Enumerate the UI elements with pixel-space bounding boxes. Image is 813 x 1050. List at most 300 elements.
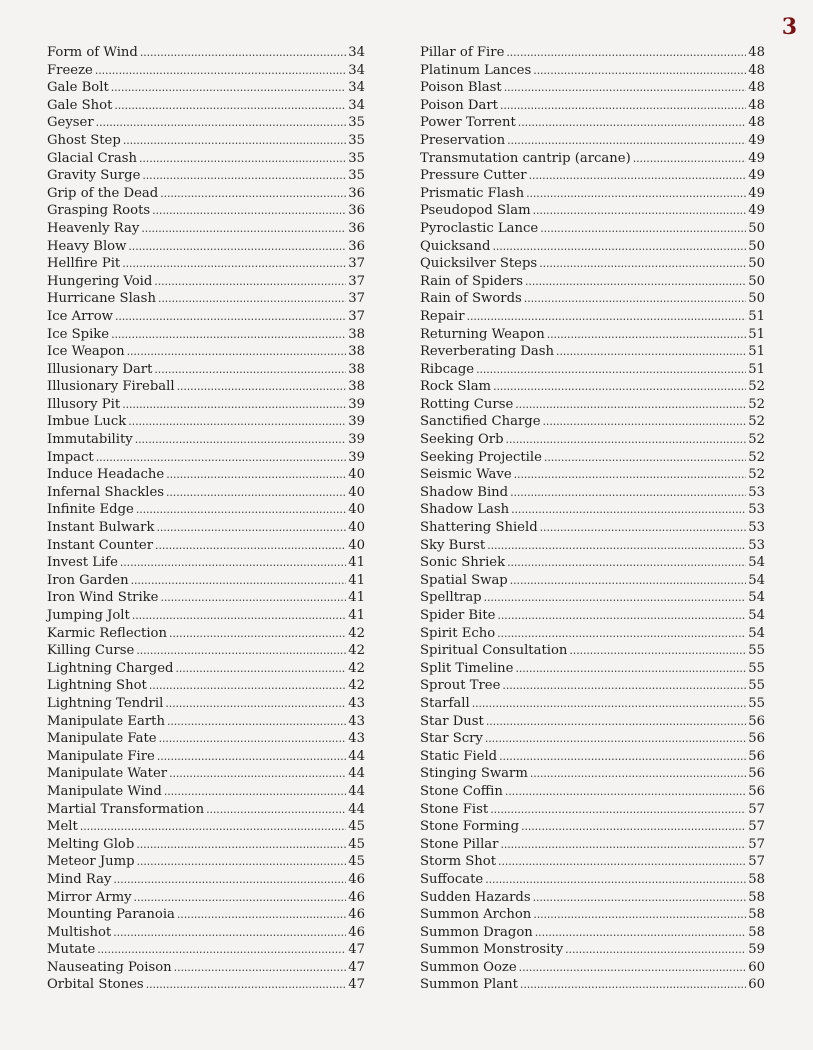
toc-entry-title: Suffocate: [420, 871, 484, 887]
toc-entry-page: 43: [348, 713, 365, 729]
toc-entry[interactable]: [47, 765, 365, 783]
toc-entry[interactable]: [420, 783, 765, 801]
toc-entry-title: Quicksand: [420, 238, 491, 254]
toc-entry-title: Grip of the Dead: [47, 185, 159, 201]
toc-entry-page: 34: [348, 62, 365, 78]
toc-entry-page: 35: [348, 168, 365, 184]
toc-entry[interactable]: [420, 62, 765, 80]
toc-entry[interactable]: [420, 713, 765, 731]
toc-entry-page: 54: [748, 625, 765, 641]
toc-entry-title: Rock Slam: [420, 379, 492, 395]
toc-entry-page: 57: [748, 854, 765, 870]
toc-entry[interactable]: [47, 589, 365, 607]
toc-entry[interactable]: [420, 924, 765, 942]
toc-entry[interactable]: [420, 466, 765, 484]
toc-entry[interactable]: [47, 730, 365, 748]
toc-leader-dots: [111, 79, 346, 97]
toc-entry-title: Power Torrent: [420, 115, 516, 131]
toc-entry[interactable]: [420, 396, 765, 414]
toc-entry-page: 55: [748, 678, 765, 694]
toc-leader-dots: [502, 677, 746, 695]
toc-leader-dots: [122, 396, 346, 414]
toc-entry-page: 47: [348, 977, 365, 993]
toc-entry-title: Manipulate Wind: [47, 783, 162, 799]
toc-entry[interactable]: [47, 519, 365, 537]
toc-entry-page: 53: [748, 537, 765, 553]
toc-entry[interactable]: [47, 783, 365, 801]
toc-entry-page: 34: [348, 45, 365, 60]
toc-entry-page: 52: [748, 449, 765, 465]
toc-entry[interactable]: [47, 959, 365, 977]
toc-leader-dots: [529, 167, 747, 185]
toc-entry-page: 46: [348, 871, 365, 887]
toc-leader-dots: [543, 413, 747, 431]
toc-leader-dots: [155, 537, 346, 555]
toc-leader-dots: [521, 818, 746, 836]
toc-leader-dots: [176, 660, 347, 678]
toc-entry-title: Spider Bite: [420, 608, 496, 623]
toc-entry-title: Jumping Jolt: [47, 608, 130, 623]
toc-entry[interactable]: [420, 537, 765, 555]
toc-entry-title: Summon Ooze: [420, 959, 517, 975]
toc-entry[interactable]: [420, 308, 765, 326]
toc-entry-page: 37: [348, 308, 365, 324]
toc-entry-title: Heavenly Ray: [47, 220, 140, 236]
toc-entry[interactable]: [47, 431, 365, 449]
toc-leader-dots: [510, 484, 746, 502]
toc-entry[interactable]: [420, 255, 765, 273]
toc-entry-page: 40: [348, 467, 365, 483]
toc-entry[interactable]: [420, 748, 765, 766]
toc-entry-title: Infinite Edge: [47, 502, 134, 518]
toc-entry-page: 57: [748, 836, 765, 852]
toc-entry[interactable]: [420, 220, 765, 238]
toc-entry-title: Instant Bulwark: [47, 520, 155, 536]
toc-leader-dots: [169, 765, 346, 783]
toc-entry-page: 48: [748, 115, 765, 131]
toc-entry-title: Manipulate Fate: [47, 731, 157, 747]
toc-entry-page: 49: [748, 132, 765, 148]
toc-entry-title: Pseudopod Slam: [420, 203, 531, 219]
toc-entry-page: 40: [348, 520, 365, 536]
toc-leader-dots: [530, 765, 746, 783]
toc-entry[interactable]: [47, 713, 365, 731]
toc-leader-dots: [525, 273, 746, 291]
toc-entry[interactable]: [47, 150, 365, 168]
toc-entry-title: Star Dust: [420, 713, 484, 729]
toc-leader-dots: [206, 801, 346, 819]
toc-entry-page: 51: [748, 308, 765, 324]
toc-entry-title: Ice Spike: [47, 326, 110, 342]
toc-entry[interactable]: [420, 959, 765, 977]
toc-entry[interactable]: [420, 378, 765, 396]
toc-entry[interactable]: [47, 185, 365, 203]
toc-entry-page: 44: [348, 748, 365, 764]
toc-leader-dots: [547, 326, 747, 344]
toc-entry[interactable]: [420, 818, 765, 836]
toc-entry[interactable]: [47, 238, 365, 256]
toc-entry-page: 42: [348, 678, 365, 694]
toc-entry-page: 53: [748, 502, 765, 518]
toc-left-column: [47, 44, 365, 994]
toc-entry-title: Freeze: [47, 62, 93, 78]
toc-leader-dots: [500, 836, 746, 854]
toc-entry[interactable]: [47, 114, 365, 132]
toc-entry[interactable]: [47, 871, 365, 889]
toc-entry-page: 50: [748, 273, 765, 289]
toc-leader-dots: [80, 818, 346, 836]
toc-entry[interactable]: [47, 449, 365, 467]
toc-entry[interactable]: [420, 343, 765, 361]
toc-entry[interactable]: [47, 625, 365, 643]
toc-entry[interactable]: [420, 114, 765, 132]
toc-entry-page: 44: [348, 766, 365, 782]
toc-entry[interactable]: [420, 185, 765, 203]
toc-leader-dots: [96, 114, 347, 132]
toc-entry[interactable]: [47, 273, 365, 291]
toc-leader-dots: [139, 150, 346, 168]
toc-entry[interactable]: [420, 889, 765, 907]
toc-entry-title: Rotting Curse: [420, 396, 514, 412]
toc-entry-title: Meteor Jump: [47, 854, 135, 870]
toc-entry-title: Transmutation cantrip (arcane): [420, 150, 631, 166]
toc-entry[interactable]: [47, 378, 365, 396]
toc-entry-page: 52: [748, 379, 765, 395]
toc-entry[interactable]: [47, 660, 365, 678]
toc-entry-title: Manipulate Water: [47, 766, 168, 782]
toc-entry-page: 53: [748, 520, 765, 536]
toc-leader-dots: [146, 976, 347, 994]
toc-entry[interactable]: [47, 361, 365, 379]
toc-entry-page: 49: [748, 185, 765, 201]
toc-entry-page: 40: [348, 484, 365, 500]
toc-entry-page: 50: [748, 256, 765, 272]
toc-entry-title: Glacial Crash: [47, 150, 138, 166]
toc-entry-title: Manipulate Fire: [47, 748, 155, 764]
toc-entry[interactable]: [47, 801, 365, 819]
toc-leader-dots: [519, 959, 747, 977]
toc-entry-title: Poison Dart: [420, 97, 498, 113]
toc-leader-dots: [492, 238, 746, 256]
toc-entry[interactable]: [420, 695, 765, 713]
toc-entry[interactable]: [420, 97, 765, 115]
toc-entry-title: Shattering Shield: [420, 520, 538, 536]
toc-entry[interactable]: [47, 642, 365, 660]
toc-entry-page: 36: [348, 238, 365, 254]
toc-entry[interactable]: [420, 361, 765, 379]
toc-entry[interactable]: [47, 572, 365, 590]
toc-entry[interactable]: [420, 132, 765, 150]
toc-entry[interactable]: [420, 853, 765, 871]
toc-entry-page: 37: [348, 273, 365, 289]
toc-entry[interactable]: [420, 801, 765, 819]
toc-entry-page: 49: [748, 150, 765, 166]
toc-entry[interactable]: [47, 484, 365, 502]
toc-entry-page: 56: [748, 766, 765, 782]
toc-entry-page: 56: [748, 713, 765, 729]
toc-entry[interactable]: [420, 150, 765, 168]
toc-leader-dots: [158, 290, 346, 308]
toc-entry-title: Stone Pillar: [420, 836, 499, 852]
toc-entry[interactable]: [47, 413, 365, 431]
toc-entry-page: 38: [348, 344, 365, 360]
toc-entry-page: 41: [348, 555, 365, 571]
toc-entry-page: 45: [348, 819, 365, 835]
toc-entry-page: 51: [748, 326, 765, 342]
toc-entry-title: Iron Garden: [47, 572, 129, 588]
toc-leader-dots: [556, 343, 746, 361]
toc-leader-dots: [156, 519, 346, 537]
toc-leader-dots: [177, 906, 346, 924]
toc-entry-page: 41: [348, 590, 365, 606]
toc-entry-page: 46: [348, 907, 365, 923]
toc-entry-title: Spatial Swap: [420, 572, 508, 588]
toc-entry[interactable]: [420, 326, 765, 344]
toc-leader-dots: [96, 449, 347, 467]
toc-entry-page: 47: [348, 942, 365, 958]
toc-entry-title: Summon Dragon: [420, 924, 533, 940]
toc-entry[interactable]: [47, 677, 365, 695]
toc-entry-title: Grasping Roots: [47, 203, 151, 219]
toc-entry-page: 55: [748, 660, 765, 676]
toc-entry-title: Stone Forming: [420, 819, 520, 835]
toc-entry-title: Imbue Luck: [47, 414, 127, 430]
toc-entry[interactable]: [420, 589, 765, 607]
toc-entry[interactable]: [47, 976, 365, 994]
toc-entry-title: Rain of Spiders: [420, 273, 524, 289]
toc-entry-page: 58: [748, 924, 765, 940]
toc-entry-title: Prismatic Flash: [420, 185, 525, 201]
toc-leader-dots: [177, 378, 347, 396]
toc-entry-title: Infernal Shackles: [47, 484, 165, 500]
toc-entry-title: Spiritual Consultation: [420, 643, 568, 659]
toc-entry[interactable]: [47, 554, 365, 572]
toc-entry[interactable]: [47, 202, 365, 220]
toc-entry[interactable]: [420, 836, 765, 854]
toc-entry-page: 45: [348, 854, 365, 870]
toc-entry-title: Mounting Paranoia: [47, 907, 175, 923]
toc-entry-page: 58: [748, 871, 765, 887]
toc-entry-title: Seeking Projectile: [420, 449, 542, 465]
toc-entry[interactable]: [420, 906, 765, 924]
toc-leader-dots: [128, 238, 346, 256]
toc-leader-dots: [154, 361, 346, 379]
toc-leader-dots: [520, 976, 746, 994]
toc-leader-dots: [135, 431, 347, 449]
toc-entry[interactable]: [47, 466, 365, 484]
toc-leader-dots: [160, 185, 346, 203]
toc-leader-dots: [127, 343, 347, 361]
toc-entry-title: Seismic Wave: [420, 467, 512, 483]
toc-entry-page: 34: [348, 80, 365, 96]
toc-entry[interactable]: [47, 695, 365, 713]
toc-entry-title: Form of Wind: [47, 45, 138, 60]
toc-leader-dots: [515, 660, 746, 678]
toc-entry-page: 50: [748, 291, 765, 307]
toc-entry-title: Immutability: [47, 432, 133, 448]
toc-leader-dots: [485, 871, 746, 889]
toc-entry[interactable]: [420, 625, 765, 643]
toc-entry[interactable]: [420, 238, 765, 256]
toc-entry-page: 54: [748, 590, 765, 606]
toc-entry-title: Hellfire Pit: [47, 256, 121, 272]
toc-entry[interactable]: [420, 449, 765, 467]
toc-entry-page: 54: [748, 608, 765, 623]
toc-entry[interactable]: [420, 677, 765, 695]
toc-entry-title: Illusory Pit: [47, 396, 121, 412]
toc-entry[interactable]: [47, 62, 365, 80]
toc-entry[interactable]: [420, 484, 765, 502]
toc-entry[interactable]: [47, 44, 365, 62]
toc-entry-title: Spelltrap: [420, 590, 482, 606]
toc-leader-dots: [152, 202, 346, 220]
toc-entry-title: Rain of Swords: [420, 291, 522, 307]
toc-entry-page: 35: [348, 132, 365, 148]
toc-leader-dots: [493, 378, 746, 396]
toc-entry-title: Stinging Swarm: [420, 766, 528, 782]
toc-entry-page: 46: [348, 924, 365, 940]
toc-entry[interactable]: [420, 202, 765, 220]
toc-entry[interactable]: [420, 413, 765, 431]
toc-leader-dots: [157, 748, 346, 766]
toc-entry-title: Stone Coffin: [420, 783, 503, 799]
toc-leader-dots: [134, 889, 347, 907]
toc-entry[interactable]: [47, 79, 365, 97]
toc-entry-title: Reverberating Dash: [420, 344, 555, 360]
toc-entry-title: Sprout Tree: [420, 678, 501, 694]
toc-entry-page: 55: [748, 695, 765, 711]
toc-entry-title: Melt: [47, 819, 78, 835]
toc-entry[interactable]: [47, 220, 365, 238]
toc-entry-title: Heavy Blow: [47, 238, 127, 254]
toc-entry[interactable]: [47, 308, 365, 326]
toc-entry[interactable]: [47, 255, 365, 273]
toc-entry[interactable]: [420, 572, 765, 590]
toc-leader-dots: [485, 730, 746, 748]
toc-entry-title: Ghost Step: [47, 132, 121, 148]
toc-leader-dots: [486, 713, 746, 731]
toc-entry[interactable]: [47, 607, 365, 625]
toc-entry[interactable]: [420, 765, 765, 783]
toc-entry[interactable]: [47, 290, 365, 308]
toc-entry-page: 35: [348, 150, 365, 166]
toc-entry[interactable]: [420, 290, 765, 308]
toc-entry-title: Gale Shot: [47, 97, 113, 113]
toc-entry[interactable]: [420, 501, 765, 519]
toc-entry[interactable]: [420, 431, 765, 449]
toc-entry[interactable]: [47, 167, 365, 185]
toc-entry-page: 54: [748, 555, 765, 571]
toc-entry-title: Star Scry: [420, 731, 483, 747]
toc-entry[interactable]: [47, 132, 365, 150]
toc-entry[interactable]: [420, 554, 765, 572]
toc-entry-page: 54: [748, 572, 765, 588]
toc-entry[interactable]: [47, 853, 365, 871]
toc-leader-dots: [97, 941, 346, 959]
toc-leader-dots: [487, 537, 746, 555]
toc-entry-page: 39: [348, 414, 365, 430]
toc-leader-dots: [633, 150, 746, 168]
toc-entry-title: Instant Counter: [47, 537, 154, 553]
toc-entry[interactable]: [420, 941, 765, 959]
toc-entry[interactable]: [420, 167, 765, 185]
toc-entry[interactable]: [47, 906, 365, 924]
toc-entry-page: 56: [748, 748, 765, 764]
toc-entry[interactable]: [47, 396, 365, 414]
toc-leader-dots: [128, 413, 346, 431]
toc-entry[interactable]: [47, 924, 365, 942]
toc-leader-dots: [114, 97, 346, 115]
toc-entry-page: 51: [748, 361, 765, 377]
toc-entry-title: Nauseating Poison: [47, 959, 172, 975]
toc-entry-title: Spirit Echo: [420, 625, 496, 641]
toc-entry[interactable]: [420, 730, 765, 748]
toc-entry-title: Impact: [47, 449, 94, 465]
toc-leader-dots: [174, 959, 347, 977]
toc-entry[interactable]: [420, 44, 765, 62]
toc-entry[interactable]: [47, 343, 365, 361]
toc-entry-title: Mind Ray: [47, 871, 112, 887]
toc-entry[interactable]: [420, 519, 765, 537]
toc-entry[interactable]: [47, 889, 365, 907]
toc-entry[interactable]: [47, 326, 365, 344]
toc-entry-title: Pyroclastic Lance: [420, 220, 539, 236]
toc-entry-title: Starfall: [420, 695, 470, 711]
toc-entry-page: 52: [748, 432, 765, 448]
toc-entry-page: 39: [348, 396, 365, 412]
toc-leader-dots: [514, 466, 747, 484]
toc-leader-dots: [518, 114, 746, 132]
toc-entry-title: Returning Weapon: [420, 326, 545, 342]
toc-leader-dots: [565, 941, 746, 959]
toc-entry-title: Induce Headache: [47, 467, 165, 483]
toc-entry-page: 43: [348, 695, 365, 711]
toc-leader-dots: [115, 308, 346, 326]
toc-leader-dots: [533, 202, 747, 220]
toc-entry[interactable]: [420, 273, 765, 291]
toc-entry[interactable]: [420, 976, 765, 994]
toc-entry[interactable]: [47, 941, 365, 959]
toc-entry[interactable]: [47, 537, 365, 555]
toc-entry-title: Pillar of Fire: [420, 45, 505, 60]
toc-entry[interactable]: [420, 79, 765, 97]
toc-entry[interactable]: [420, 660, 765, 678]
toc-entry-title: Hurricane Slash: [47, 291, 156, 307]
toc-leader-dots: [113, 871, 346, 889]
toc-entry[interactable]: [47, 97, 365, 115]
toc-leader-dots: [511, 501, 746, 519]
toc-leader-dots: [120, 554, 346, 572]
toc-entry-title: Gravity Surge: [47, 168, 141, 184]
toc-entry[interactable]: [47, 818, 365, 836]
toc-leader-dots: [497, 625, 746, 643]
toc-entry[interactable]: [420, 607, 765, 625]
toc-entry[interactable]: [420, 642, 765, 660]
toc-entry-title: Sonic Shriek: [420, 555, 506, 571]
toc-leader-dots: [499, 748, 746, 766]
toc-leader-dots: [484, 589, 747, 607]
toc-entry[interactable]: [47, 748, 365, 766]
toc-entry[interactable]: [47, 836, 365, 854]
toc-entry-page: 38: [348, 361, 365, 377]
toc-entry-page: 59: [748, 942, 765, 958]
toc-leader-dots: [123, 132, 346, 150]
toc-entry[interactable]: [420, 871, 765, 889]
toc-entry[interactable]: [47, 501, 365, 519]
toc-leader-dots: [95, 62, 346, 80]
toc-leader-dots: [539, 255, 746, 273]
toc-leader-dots: [122, 255, 346, 273]
